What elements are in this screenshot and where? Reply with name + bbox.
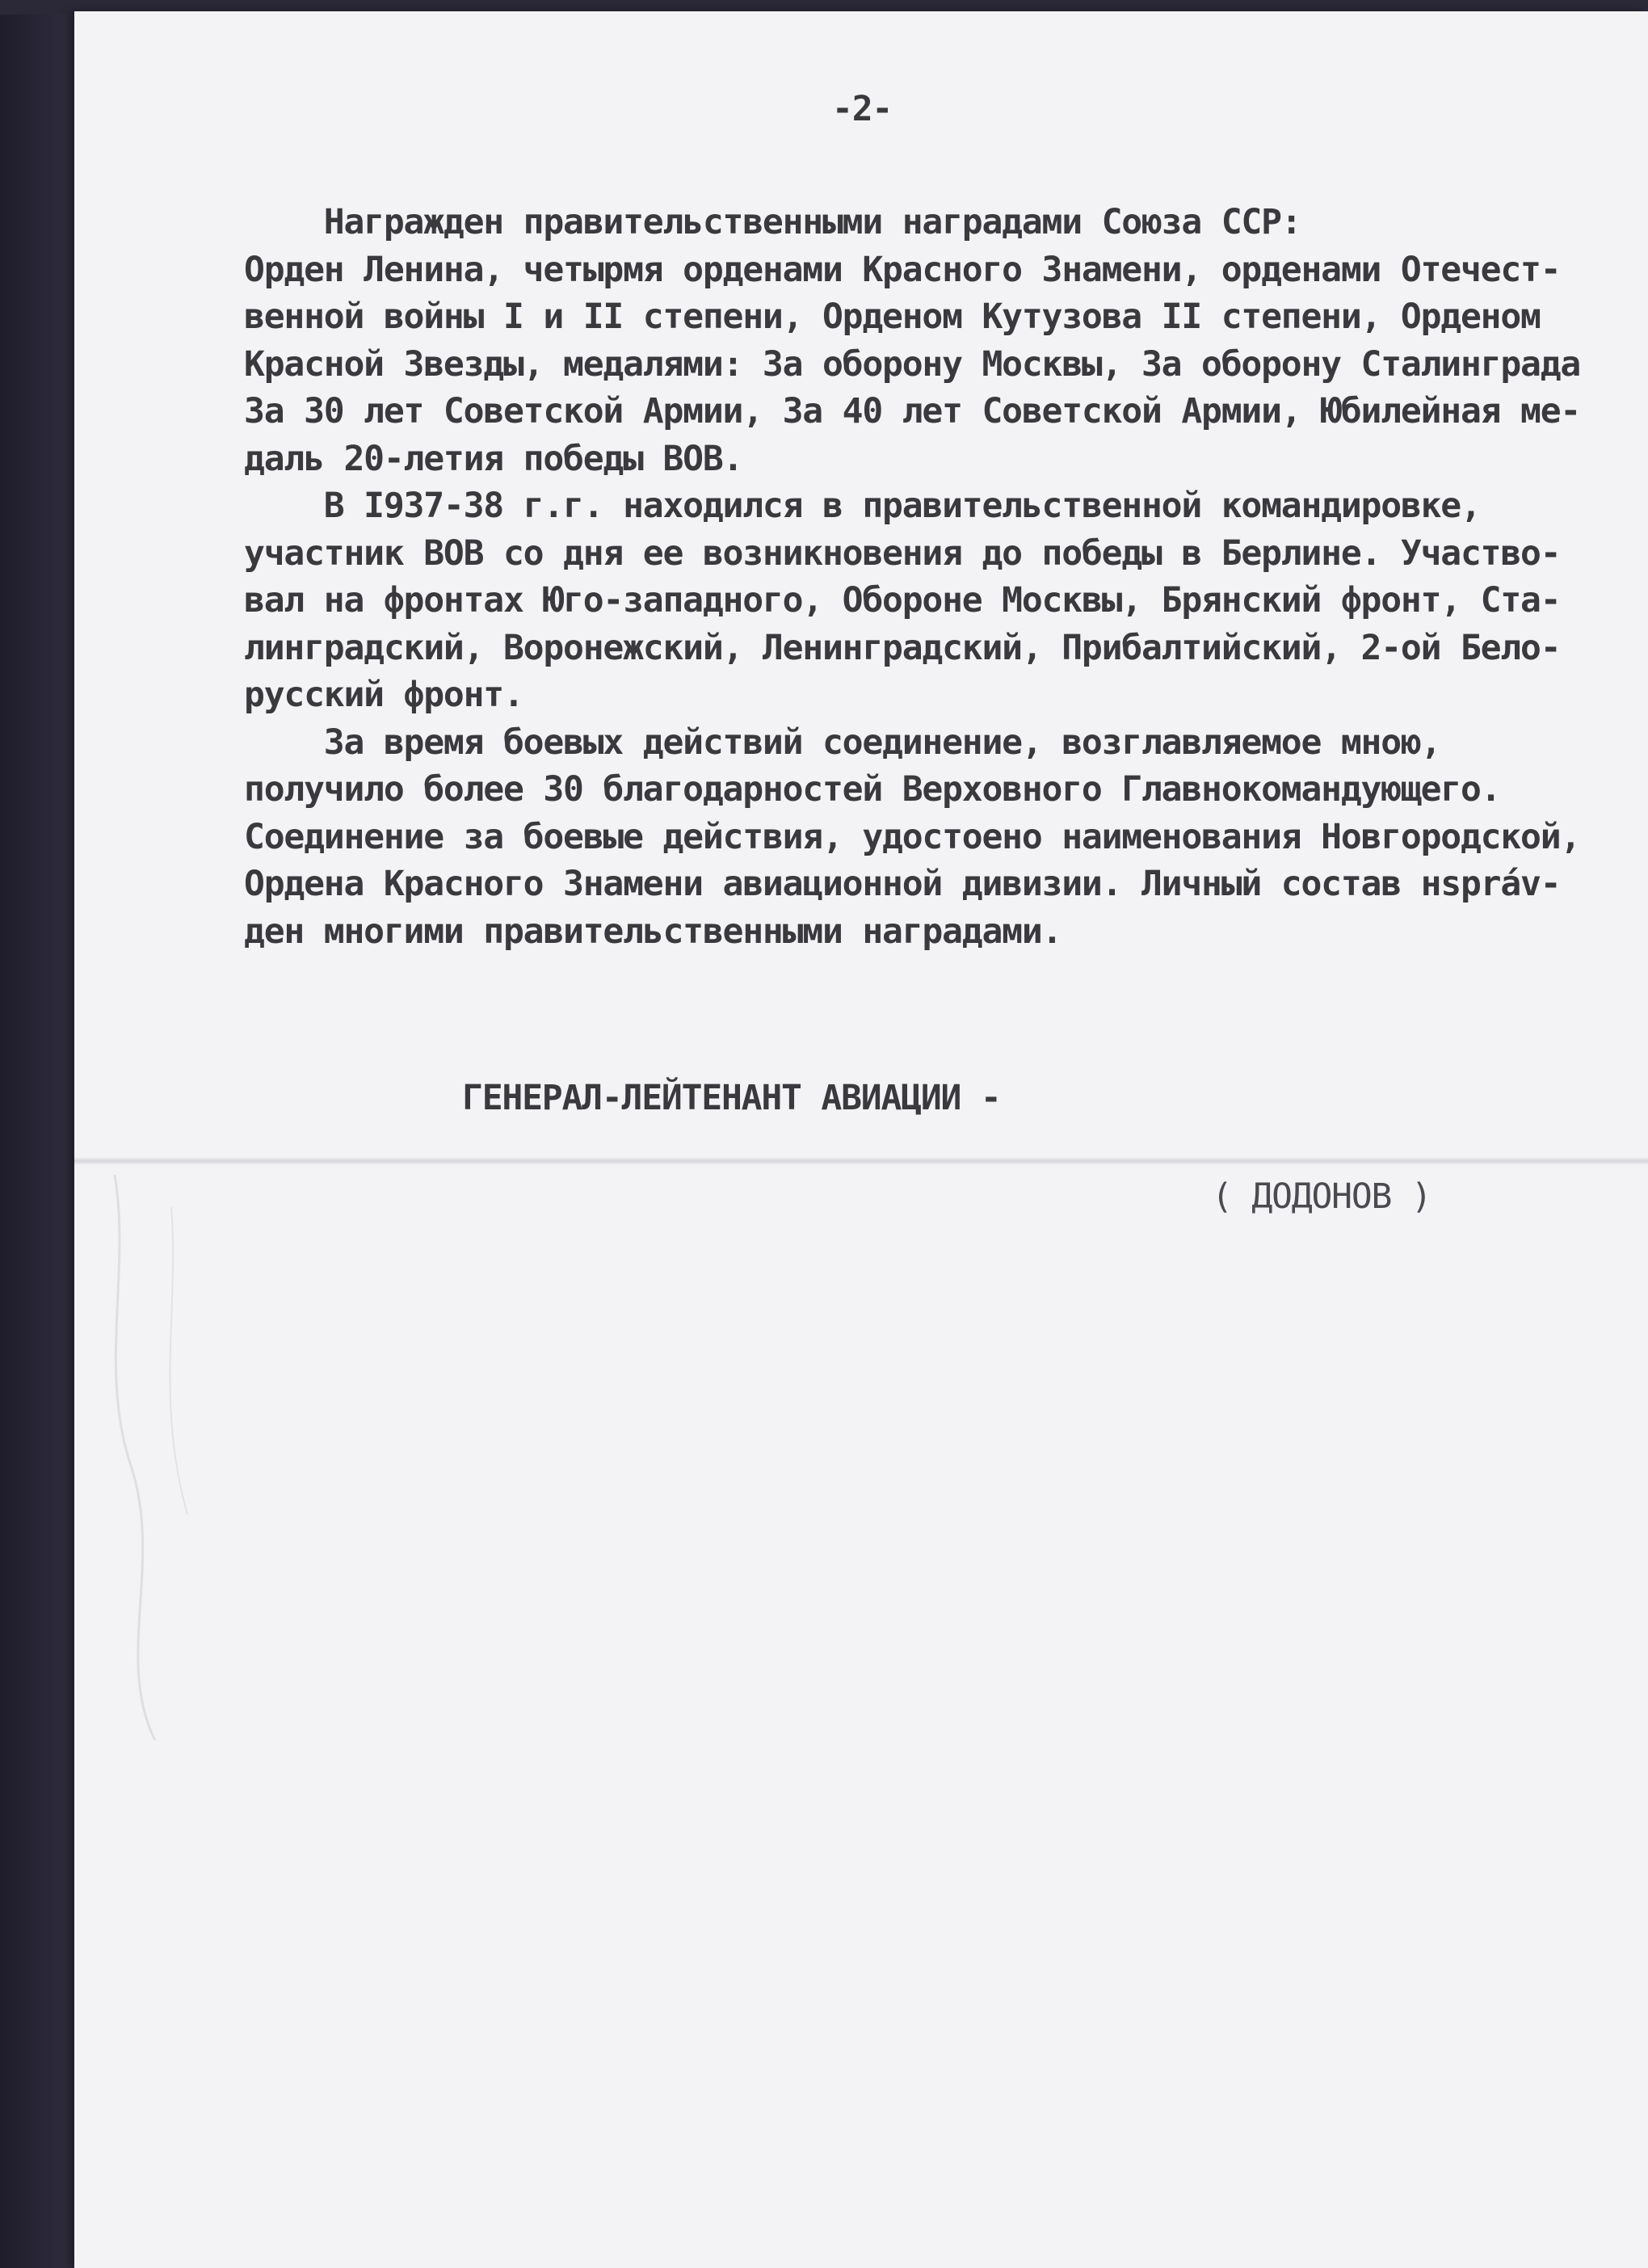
text-line: Соединение за боевые действия, удостоено наименования Новгородской, bbox=[244, 816, 1581, 857]
text-line: линградский, Воронежский, Ленинградский, Прибалтийский, 2-ой Бело- bbox=[244, 627, 1561, 668]
text-line: вал на фронтах Юго-западного, Обороне Москвы, Брянский фронт, Ста- bbox=[244, 580, 1561, 621]
text-line: За время боевых действий соединение, возглавляемое мною, bbox=[244, 722, 1441, 763]
bleed-through-marks bbox=[82, 1175, 244, 1740]
page-number: -2- bbox=[832, 89, 893, 129]
document-body bbox=[244, 199, 1633, 955]
signature-rank: ГЕНЕРАЛ-ЛЕЙТЕНАНТ АВИАЦИИ - bbox=[462, 1078, 1001, 1118]
text-line: участник ВОВ со дня ее возникновения до победы в Берлине. Участво- bbox=[244, 532, 1561, 574]
paper-sheet bbox=[74, 11, 1648, 2268]
text-line: Красной Звезды, медалями: За оборону Москвы, За оборону Сталинграда bbox=[244, 343, 1581, 385]
text-line: Награжден правительственными наградами Союза ССР: bbox=[244, 202, 1301, 242]
text-line: Ордена Красного Знамени авиационной дивизии. Личный состав нspráv- bbox=[244, 864, 1561, 904]
text-line: получило более 30 благодарностей Верховного Главнокомандующего. bbox=[244, 769, 1501, 810]
paper-fold-line bbox=[74, 1157, 1648, 1165]
text-line: венной войны I и II степени, Орденом Кутузова II степени, Орденом bbox=[244, 297, 1541, 337]
text-line: даль 20-летия победы ВОВ. bbox=[244, 438, 743, 479]
signature-name: ( ДОДОНОВ ) bbox=[1212, 1176, 1431, 1217]
text-line: За 30 лет Советской Армии, За 40 лет Советской Армии, Юбилейная ме- bbox=[244, 391, 1581, 431]
text-line: русский фронт. bbox=[244, 675, 523, 715]
text-line: В I937-38 г.г. находился в правительственной командировке, bbox=[244, 486, 1481, 526]
text-line: Орден Ленина, четырмя орденами Красного Знамени, орденами Отечест- bbox=[244, 249, 1561, 290]
text-line: ден многими правительственными наградами. bbox=[244, 911, 1062, 952]
